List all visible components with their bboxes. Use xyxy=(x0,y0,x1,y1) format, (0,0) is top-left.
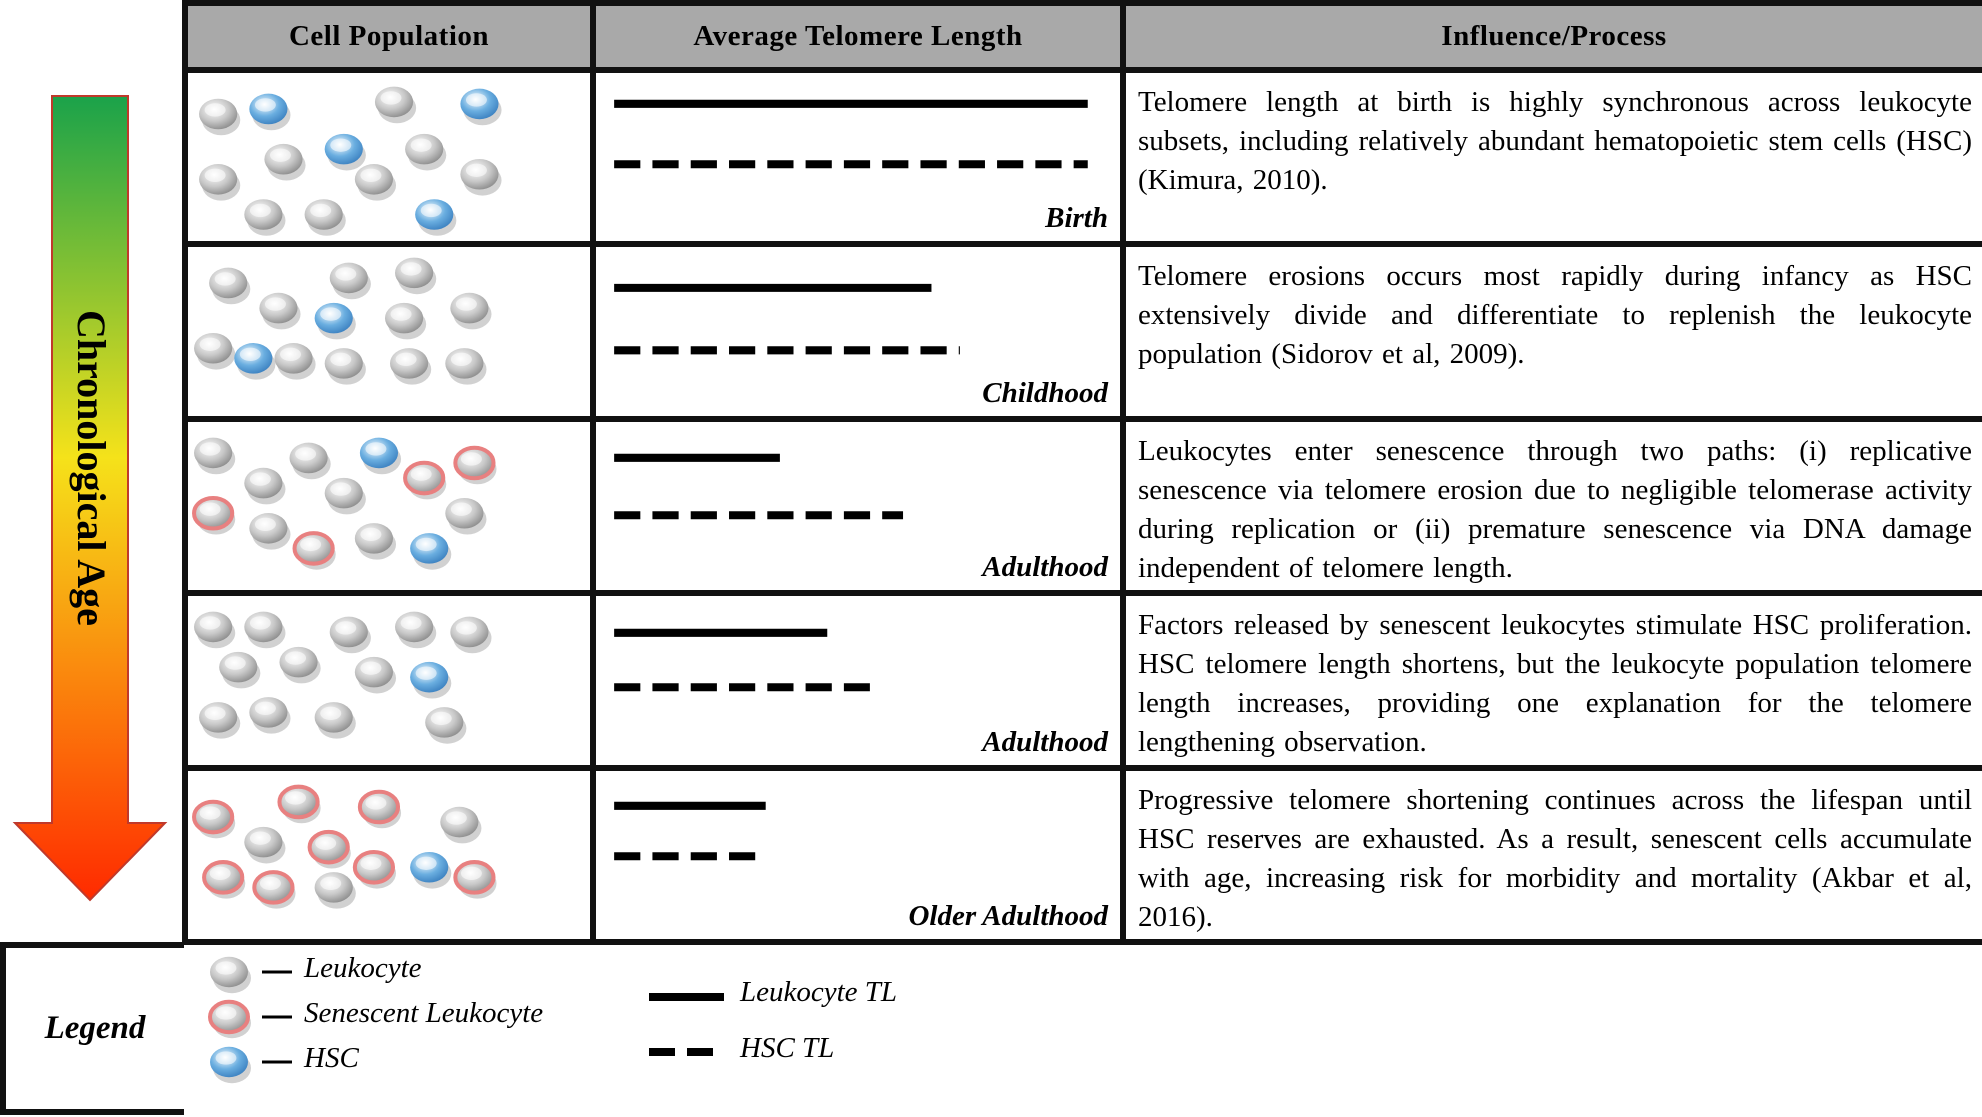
legend-title: Legend xyxy=(44,1010,146,1046)
senescent-leukocyte-cell xyxy=(455,862,496,899)
leukocyte-cell xyxy=(244,468,285,505)
senescent-leukocyte-cell xyxy=(405,463,446,500)
leukocyte-cell xyxy=(209,268,250,305)
leukocyte-cell xyxy=(199,702,240,739)
header-cell-population: Cell Population xyxy=(185,3,593,70)
leukocyte-cell xyxy=(330,263,371,300)
process-text: Leukocytes enter senescence through two paths: (i) replicative senescence via telomere erosion due to negligible telomerase activity during replication or (ii) premature senescence via DNA damage independent of telomere length. xyxy=(1123,419,1982,593)
leukocyte-cell xyxy=(330,617,371,654)
leukocyte-cell xyxy=(290,442,331,479)
hsc-cell xyxy=(325,134,366,171)
leukocyte-cell xyxy=(325,348,366,385)
leukocyte-cell xyxy=(385,303,426,340)
leukocyte-cell xyxy=(244,826,285,863)
legend xyxy=(184,942,1982,1117)
table-row xyxy=(185,593,1982,767)
legend-leukocyte-tl-label: Leukocyte TL xyxy=(740,976,898,1008)
leukocyte-cell xyxy=(219,652,260,689)
cell-population-adulthood-2 xyxy=(185,593,593,767)
leukocyte-cell xyxy=(264,144,305,181)
telomere-length-adulthood-1 xyxy=(593,419,1123,593)
leukocyte-cell xyxy=(425,707,466,744)
senescent-leukocyte-cell xyxy=(455,447,496,484)
leukocyte-cell xyxy=(274,343,315,380)
cell-population-birth xyxy=(185,70,593,244)
process-text: Telomere erosions occurs most rapidly during infancy as HSC extensively divide and differentiate to replenish the leukocyte population (Sidorov et al, 2009). xyxy=(1123,244,1982,418)
table-row xyxy=(185,768,1982,942)
hsc-cell xyxy=(360,437,401,474)
leukocyte-cell xyxy=(315,872,356,909)
senescent-leukocyte-cell xyxy=(210,1002,251,1038)
senescent-leukocyte-cell xyxy=(279,786,320,823)
table-header xyxy=(185,3,1982,70)
hsc-cell xyxy=(410,662,451,699)
leukocyte-cell xyxy=(199,164,240,201)
table-row xyxy=(185,419,1982,593)
leukocyte-cell xyxy=(325,478,366,515)
hsc-cell xyxy=(210,1047,251,1083)
header-influence-process: Influence/Process xyxy=(1123,3,1982,70)
cell-population-childhood xyxy=(185,244,593,418)
leukocyte-cell xyxy=(405,134,446,171)
senescent-leukocyte-cell xyxy=(204,862,245,899)
stage-label: Older Adulthood xyxy=(908,900,1108,932)
leukocyte-cell xyxy=(445,498,486,535)
leukocyte-cell xyxy=(259,293,300,330)
leukocyte-cell xyxy=(210,957,251,993)
legend-leukocyte-label: Leukocyte xyxy=(304,952,422,984)
hsc-cell xyxy=(249,94,290,131)
hsc-cell xyxy=(460,89,501,126)
leukocyte-cell xyxy=(249,697,290,734)
process-text: Telomere length at birth is highly synchronous across leukocyte subsets, including relatively abundant hematopoietic stem cells (HSC) (Kimura, 2010). xyxy=(1123,70,1982,244)
leukocyte-cell xyxy=(194,437,235,474)
leukocyte-cell xyxy=(244,612,285,649)
hsc-cell xyxy=(234,343,275,380)
chronological-age-label xyxy=(50,310,130,710)
stage-label: Adulthood xyxy=(982,551,1108,584)
leukocyte-cell xyxy=(279,647,320,684)
senescent-leukocyte-cell xyxy=(360,791,401,828)
senescent-leukocyte-cell xyxy=(295,533,336,570)
telomere-length-older-adulthood xyxy=(593,768,1123,942)
leukocyte-cell xyxy=(450,617,491,654)
leukocyte-cell xyxy=(315,702,356,739)
table-row xyxy=(185,70,1982,244)
telomere-length-childhood xyxy=(593,244,1123,418)
leukocyte-cell xyxy=(450,293,491,330)
leukocyte-cell xyxy=(440,806,481,843)
table-row xyxy=(185,244,1982,418)
senescent-leukocyte-cell xyxy=(194,498,235,535)
header-telomere-length: Average Telomere Length xyxy=(593,3,1123,70)
leukocyte-cell xyxy=(375,87,416,124)
hsc-cell xyxy=(410,533,451,570)
stage-label: Adulthood xyxy=(982,725,1108,758)
senescent-leukocyte-cell xyxy=(355,852,396,889)
cell-population-adulthood-1 xyxy=(185,419,593,593)
leukocyte-cell xyxy=(194,612,235,649)
legend-hsc-label: HSC xyxy=(304,1042,359,1074)
stage-label: Childhood xyxy=(982,376,1108,409)
leukocyte-cell xyxy=(460,159,501,196)
leukocyte-cell xyxy=(355,523,396,560)
legend-hsc-tl-label: HSC TL xyxy=(740,1032,835,1064)
leukocyte-cell xyxy=(244,199,285,236)
telomere-length-birth xyxy=(593,70,1123,244)
cell-population-older-adulthood xyxy=(185,768,593,942)
senescent-leukocyte-cell xyxy=(310,831,351,868)
leukocyte-cell xyxy=(445,348,486,385)
leukocyte-cell xyxy=(194,333,235,370)
stage-label: Birth xyxy=(1045,202,1108,235)
leukocyte-cell xyxy=(355,657,396,694)
leukocyte-cell xyxy=(395,258,436,295)
senescent-leukocyte-cell xyxy=(254,872,295,909)
senescent-leukocyte-cell xyxy=(194,801,235,838)
telomere-table xyxy=(182,0,1982,945)
leukocyte-cell xyxy=(395,612,436,649)
hsc-cell xyxy=(315,303,356,340)
process-text: Progressive telomere shortening continues across the lifespan until HSC reserves are exhausted. As a result, senescent cells accumulate with age, increasing risk for morbidity and mortality (Akbar et al, 2016). xyxy=(1123,768,1982,942)
svg-text:Chronological Age: Chronological Age xyxy=(69,310,114,626)
leukocyte-cell xyxy=(390,348,431,385)
hsc-cell xyxy=(415,199,456,236)
leukocyte-cell xyxy=(249,513,290,550)
legend-senescent-label: Senescent Leukocyte xyxy=(304,997,544,1029)
leukocyte-cell xyxy=(199,99,240,136)
leukocyte-cell xyxy=(355,164,396,201)
legend-box xyxy=(0,942,184,1115)
leukocyte-cell xyxy=(305,199,346,236)
telomere-length-adulthood-2 xyxy=(593,593,1123,767)
hsc-cell xyxy=(410,852,451,889)
process-text: Factors released by senescent leukocytes stimulate HSC proliferation. HSC telomere length shortens, but the leukocyte population telomere length increases, providing one explanation for the telomere lengthening observation. xyxy=(1123,593,1982,767)
